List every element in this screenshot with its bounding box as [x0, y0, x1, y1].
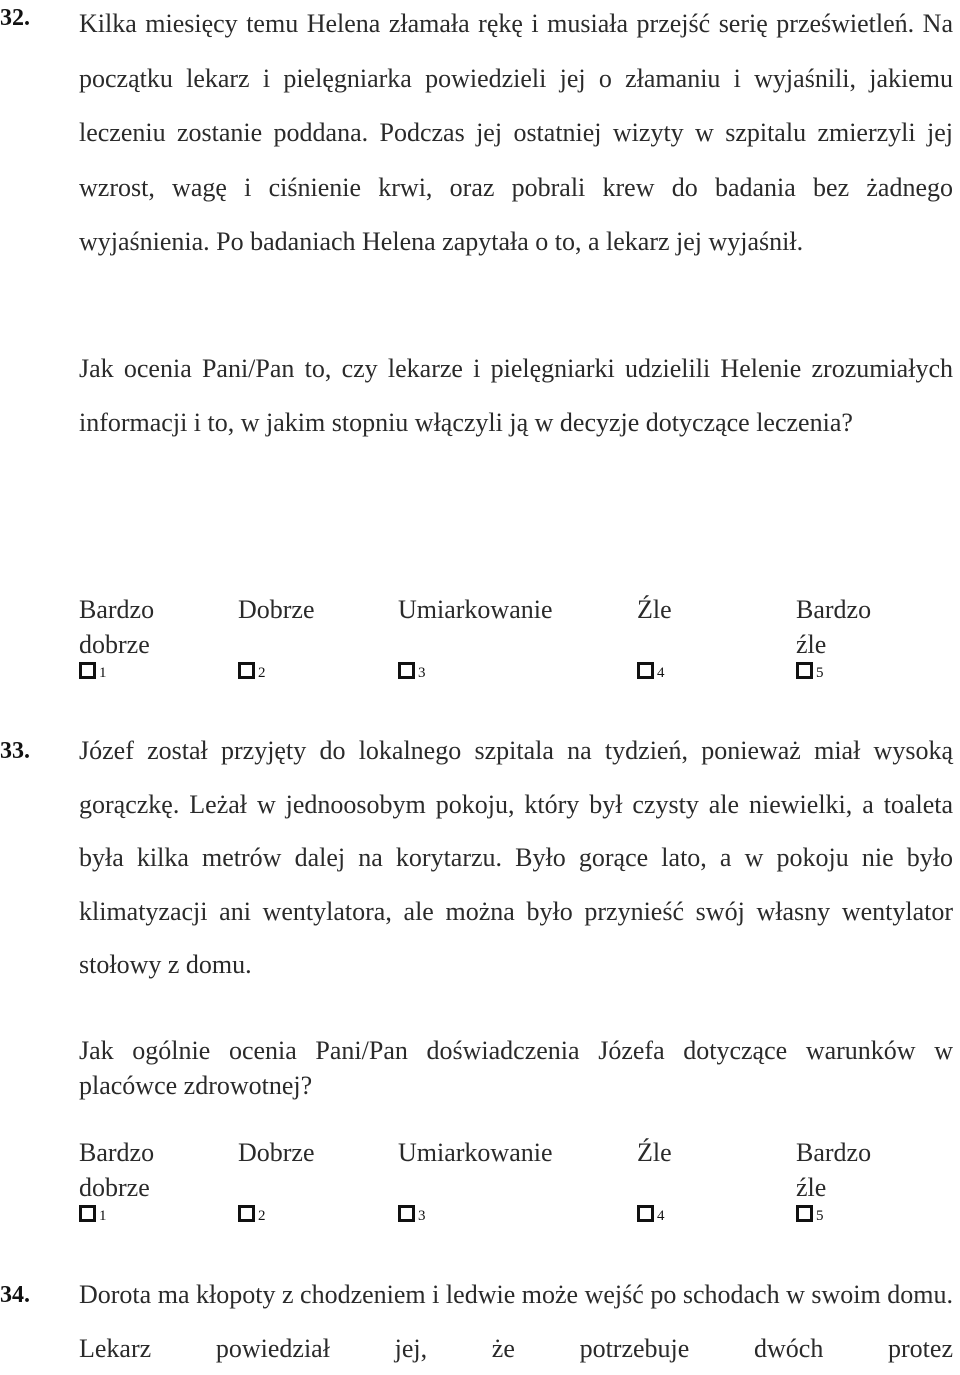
option-label: Bardzo — [796, 1138, 872, 1167]
question-scenario: Józef został przyjęty do lokalnego szpitala na tydzień, ponieważ miał wysoką gorączkę. Leżał w jednoosobym pokoju, który był czysty ale niewielki, a toaleta była kilka metrów dalej na korytarzu. Było gorące lato, a w pokoju nie było klimatyzacji ani wentylatora, ale można było przynieść swój własny wentylator stołowy z domu. — [79, 736, 953, 979]
option-value: 4 — [657, 665, 665, 681]
option-label: Dobrze — [238, 595, 315, 624]
question-number: 34. — [0, 1282, 30, 1308]
rating-option-1[interactable] — [79, 1135, 155, 1224]
option-value: 2 — [258, 1208, 266, 1224]
question-scenario: Kilka miesięcy temu Helena złamała rękę i musiała przejść serię prześwietleń. Na początku lekarz i pielęgniarka powiedzieli jej o złamaniu i wyjaśnili, jakiemu leczeniu zostanie poddana. Podczas jej ostatniej wizyty w szpitalu zmierzyli jej wzrost, wagę i ciśnienie krwi, oraz pobrali krew do badania bez żadnego wyjaśnienia. Po badaniach Helena zapytała o to, a lekarz jej wyjaśnił. — [79, 9, 953, 256]
option-value: 1 — [99, 665, 107, 681]
rating-option-4[interactable] — [637, 1135, 672, 1224]
option-label: Źle — [637, 595, 672, 624]
option-label-line2: dobrze — [79, 630, 150, 659]
rating-option-1[interactable] — [79, 592, 155, 681]
checkbox-icon[interactable] — [796, 1205, 813, 1222]
option-label-line2: źle — [796, 630, 827, 659]
option-value: 5 — [816, 1208, 824, 1224]
checkbox-icon[interactable] — [238, 662, 255, 679]
checkbox-icon[interactable] — [398, 1205, 415, 1222]
rating-option-2[interactable] — [238, 1135, 315, 1224]
rating-option-4[interactable] — [637, 592, 672, 681]
checkbox-icon[interactable] — [79, 1205, 96, 1222]
option-label: Źle — [637, 1138, 672, 1167]
rating-option-5[interactable] — [796, 592, 872, 681]
option-label-line2: dobrze — [79, 1173, 150, 1202]
option-label-line2: źle — [796, 1173, 827, 1202]
option-value: 4 — [657, 1208, 665, 1224]
question-scenario: Dorota ma kłopoty z chodzeniem i ledwie może wejść po schodach w swoim domu. Lekarz powiedział jej, że potrzebuje dwóch protez — [79, 1280, 953, 1363]
question-prompt: Jak ogólnie ocenia Pani/Pan doświadczenia Józefa dotyczące warunków w placówce zdrowotnej? — [79, 1036, 953, 1100]
question-number: 33. — [0, 738, 30, 764]
option-value: 3 — [418, 665, 426, 681]
rating-scale-32 — [79, 592, 919, 692]
option-value: 1 — [99, 1208, 107, 1224]
option-value: 3 — [418, 1208, 426, 1224]
option-label: Bardzo — [79, 1138, 155, 1167]
checkbox-icon[interactable] — [398, 662, 415, 679]
question-number: 32. — [0, 5, 30, 31]
rating-option-5[interactable] — [796, 1135, 872, 1224]
checkbox-icon[interactable] — [637, 1205, 654, 1222]
checkbox-icon[interactable] — [238, 1205, 255, 1222]
option-label: Bardzo — [796, 595, 872, 624]
checkbox-icon[interactable] — [79, 662, 96, 679]
option-value: 2 — [258, 665, 266, 681]
rating-option-3[interactable] — [398, 592, 553, 681]
rating-option-2[interactable] — [238, 592, 315, 681]
question-prompt: Jak ocenia Pani/Pan to, czy lekarze i pielęgniarki udzielili Helenie zrozumiałych informacji i to, w jakim stopniu włączyli ją w decyzje dotyczące leczenia? — [79, 354, 953, 437]
checkbox-icon[interactable] — [637, 662, 654, 679]
option-value: 5 — [816, 665, 824, 681]
option-label: Dobrze — [238, 1138, 315, 1167]
rating-option-3[interactable] — [398, 1135, 553, 1224]
checkbox-icon[interactable] — [796, 662, 813, 679]
rating-scale-33 — [79, 1135, 919, 1235]
option-label: Bardzo — [79, 595, 155, 624]
option-label: Umiarkowanie — [398, 1138, 553, 1167]
option-label: Umiarkowanie — [398, 595, 553, 624]
